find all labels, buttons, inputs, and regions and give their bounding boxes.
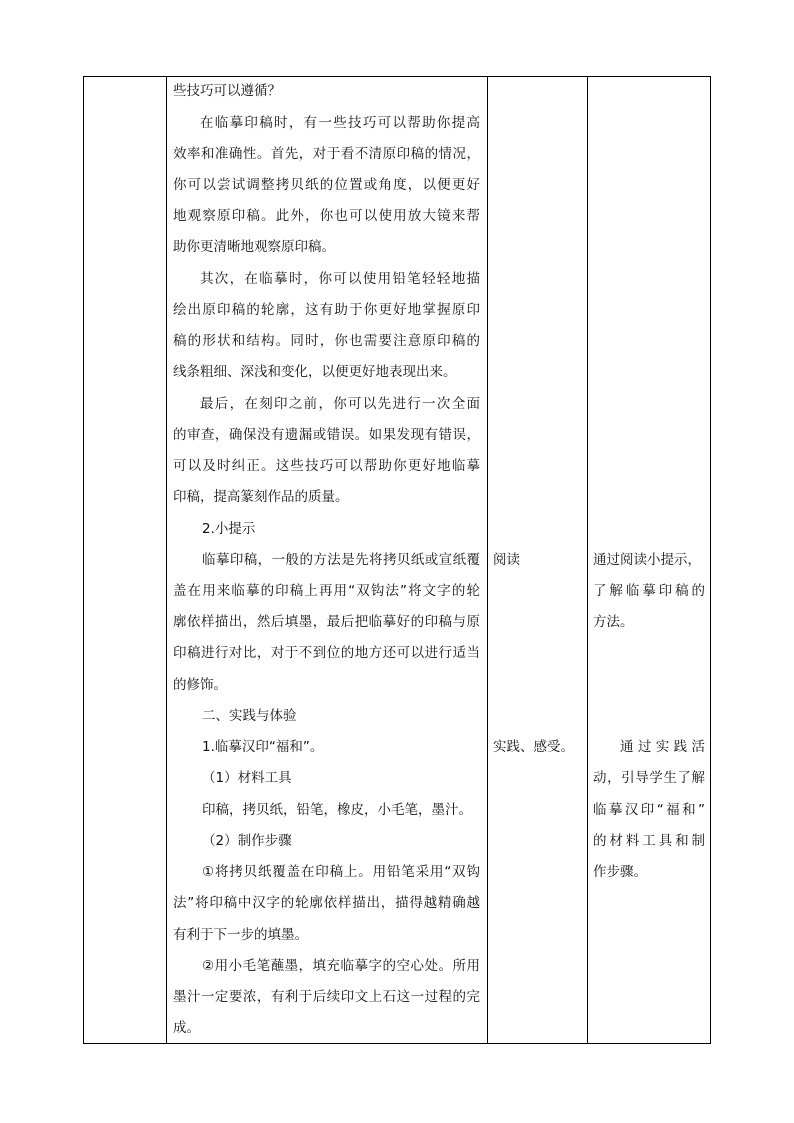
content-line: 的修饰。 [173, 677, 227, 693]
column-divider-1 [166, 77, 167, 1043]
content-line: 其次，在临摹时，你可以使用铅笔轻轻地描 [200, 271, 480, 287]
subsection-heading: （2）制作步骤 [202, 833, 292, 849]
subsection-heading: 1.临摹汉印“福和”。 [202, 739, 324, 755]
content-line: 墨汁一定要浓，有利于后续印文上石这一过程的完 [173, 989, 480, 1005]
teaching-content-cell [173, 77, 480, 1043]
content-line: 印稿进行对比，对于不到位的地方还可以进行适当 [173, 645, 480, 661]
column-divider-3 [587, 77, 588, 1043]
intent-line: 方法。 [593, 614, 634, 630]
content-line: 线条粗细、深浅和变化，以便更好地表现出来。 [173, 364, 457, 380]
content-line: 成。 [173, 1020, 200, 1036]
content-line: 效率和准确性。首先，对于看不清原印稿的情况， [173, 146, 480, 162]
content-line: 绘出原印稿的轮廓，这有助于你更好地掌握原印 [173, 302, 480, 318]
intent-line: 的材料工具和制 [593, 833, 705, 849]
content-line: 有利于下一步的填墨。 [173, 927, 308, 943]
content-line: 地观察原印稿。此外，你也可以使用放大镜来帮 [173, 208, 480, 224]
intent-line: 通过实践活 [620, 739, 705, 755]
subsection-heading: （1）材料工具 [202, 770, 292, 786]
section-heading: 2.小提示 [202, 521, 256, 537]
activity-practice: 实践、感受。 [493, 739, 574, 755]
content-line: 在临摹印稿时，有一些技巧可以帮助你提高 [200, 115, 480, 131]
content-line: 助你更清晰地观察原印稿。 [173, 239, 335, 255]
content-line: 最后，在刻印之前，你可以先进行一次全面 [200, 396, 480, 412]
intent-line: 动，引导学生了解 [593, 770, 705, 786]
content-line: 法”将印稿中汉字的轮廓依样描出，描得越精确越 [173, 895, 480, 911]
lesson-table [83, 76, 711, 1044]
content-line: 可以及时纠正。这些技巧可以帮助你更好地临摹 [173, 458, 480, 474]
content-line: 稿的形状和结构。同时，你也需要注意原印稿的 [173, 333, 480, 349]
content-line: 印稿，拷贝纸，铅笔，橡皮，小毛笔，墨汁。 [202, 802, 472, 818]
content-line: 临摹印稿，一般的方法是先将拷贝纸或宣纸覆 [202, 552, 480, 568]
column-divider-2 [487, 77, 488, 1043]
intent-line: 通过阅读小提示， [593, 552, 701, 568]
section-heading: 二、实践与体验 [202, 708, 297, 724]
activity-read: 阅读 [493, 552, 520, 568]
intent-line: 了解临摹印稿的 [593, 583, 705, 599]
content-line: 你可以尝试调整拷贝纸的位置或角度，以便更好 [173, 177, 480, 193]
intent-line: 临摹汉印“福和” [593, 802, 705, 818]
content-line: 些技巧可以遵循？ [173, 83, 281, 99]
content-line: 的审查，确保没有遗漏或错误。如果发现有错误， [173, 427, 480, 443]
content-line: 廓依样描出，然后填墨，最后把临摹好的印稿与原 [173, 614, 480, 630]
design-intent-cell [593, 77, 705, 1043]
intent-line: 作步骤。 [593, 864, 647, 880]
content-line: 印稿，提高篆刻作品的质量。 [173, 489, 349, 505]
content-line: 盖在用来临摹的印稿上再用“双钩法”将文字的轮 [173, 583, 480, 599]
student-activity-cell [493, 77, 583, 1043]
content-line: ①将拷贝纸覆盖在印稿上。用铅笔采用“双钩 [202, 864, 480, 880]
content-line: ②用小毛笔蘸墨，填充临摹字的空心处。所用 [202, 958, 480, 974]
